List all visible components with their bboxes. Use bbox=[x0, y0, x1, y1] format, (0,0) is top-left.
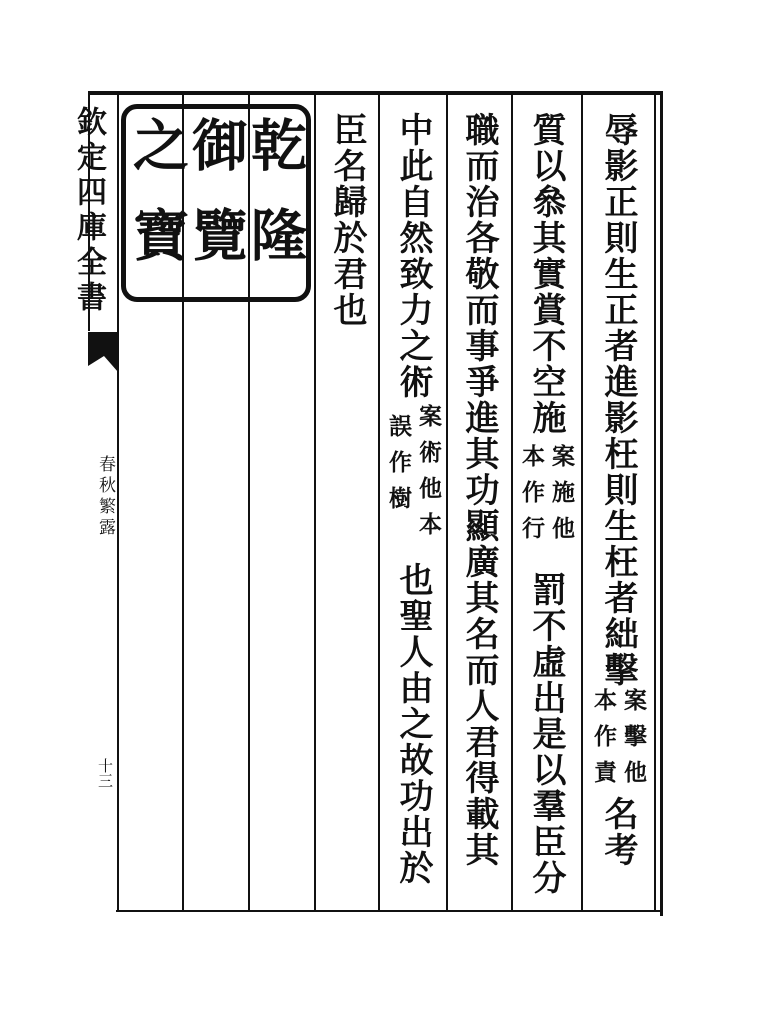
text-column-3 bbox=[447, 112, 511, 868]
right-border-inner bbox=[654, 95, 656, 912]
top-border bbox=[88, 91, 663, 95]
seal-line-middle: 御覽 bbox=[183, 116, 249, 296]
fold-header-clip bbox=[71, 106, 118, 320]
text-column-5 bbox=[315, 112, 379, 328]
annotation-right-line: 案術他本 bbox=[415, 404, 442, 548]
annotation-left-line: 本作行 bbox=[518, 444, 545, 552]
annotation-right-line: 案擊他 bbox=[620, 688, 647, 796]
seal-line-left: 之寶 bbox=[124, 116, 190, 296]
annotation-left-line: 誤作樹 bbox=[385, 414, 412, 522]
fish-tail-mark bbox=[88, 332, 118, 374]
text-column-2 bbox=[514, 112, 578, 896]
main-text: 也聖人由之故功出於 bbox=[393, 562, 433, 886]
main-text: 中此自然致力之術 bbox=[393, 112, 433, 400]
main-text: 罰不虛出是以羣臣分 bbox=[526, 572, 566, 896]
annotation bbox=[591, 688, 645, 796]
bottom-border bbox=[116, 910, 660, 912]
column-divider bbox=[581, 95, 583, 910]
text-column-4 bbox=[381, 112, 445, 886]
fish-tail-shape bbox=[88, 332, 118, 372]
annotation bbox=[386, 404, 440, 548]
seal-line-right: 乾隆 bbox=[242, 116, 308, 296]
main-text: 臣名歸於君也 bbox=[327, 112, 367, 328]
main-text: 名考 bbox=[598, 796, 638, 868]
fold-book-title: 春秋繁露 bbox=[95, 455, 115, 539]
imperial-seal bbox=[121, 104, 311, 302]
main-text: 質以叅其實賞不空施 bbox=[526, 112, 566, 436]
main-text: 職而治各敬而事爭進其功顯廣其名而人君得載其 bbox=[459, 112, 499, 868]
annotation bbox=[519, 444, 573, 552]
annotation-right-line: 案施他 bbox=[548, 444, 575, 552]
column-divider bbox=[511, 95, 513, 910]
text-column-1 bbox=[586, 112, 650, 868]
fold-page-number: 十三 bbox=[96, 758, 114, 788]
main-text: 辱影正則生正者進影枉則生枉者絀擊 bbox=[598, 112, 638, 688]
annotation-left-line: 本作責 bbox=[590, 688, 617, 796]
fold-header: 欽定四庫全書 bbox=[71, 106, 106, 316]
right-border-outer bbox=[660, 91, 663, 916]
